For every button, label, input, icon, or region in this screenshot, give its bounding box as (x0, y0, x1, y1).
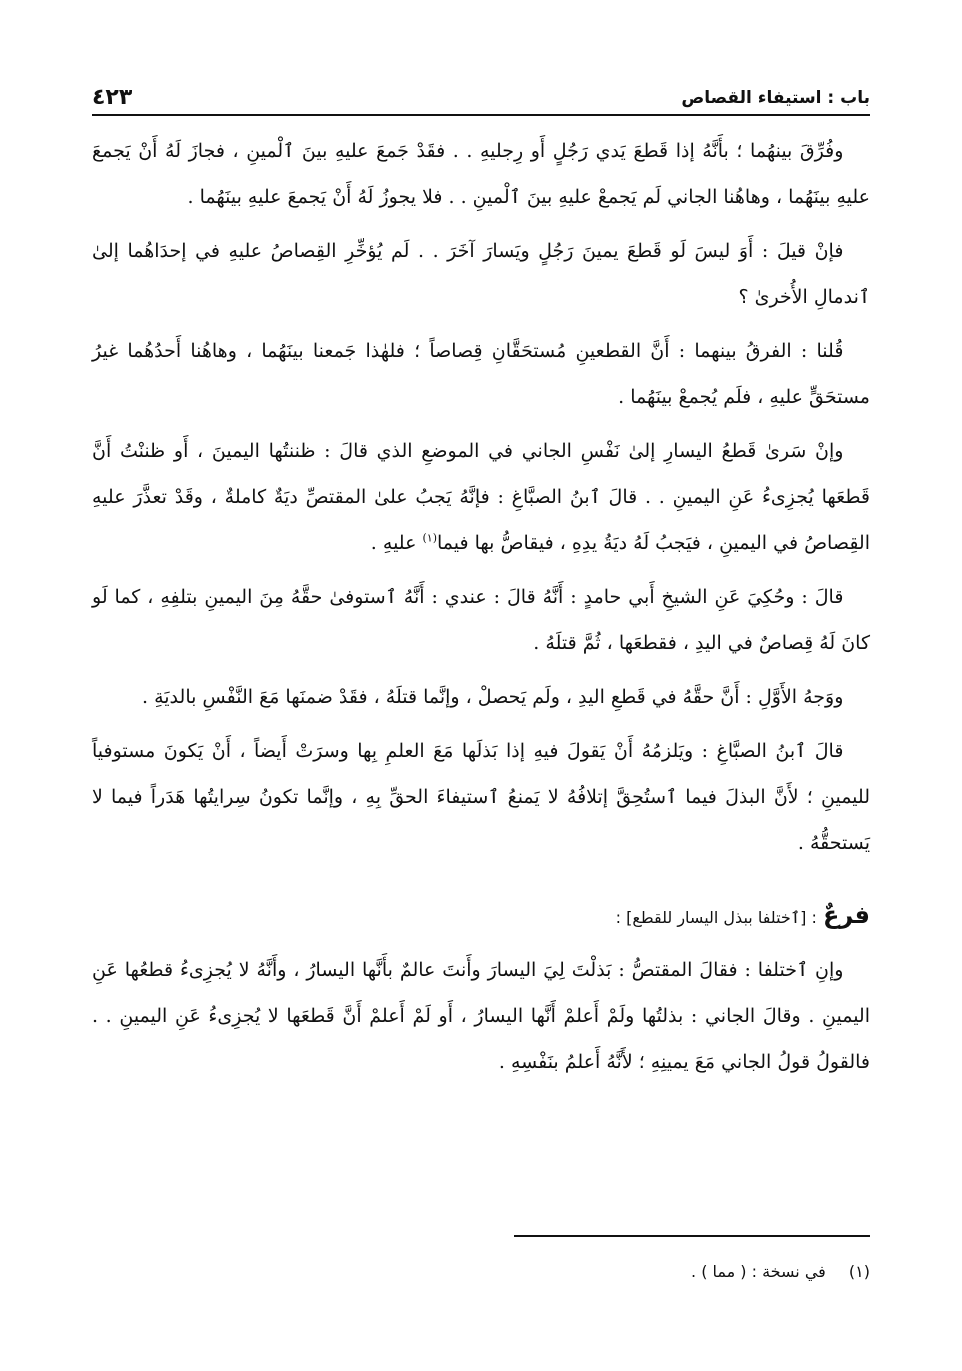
footnote-number: (١) (848, 1262, 870, 1281)
main-text (92, 128, 870, 1093)
footnote (691, 1262, 870, 1281)
paragraph-4 (92, 428, 870, 566)
paragraph-1: وفُرِّقَ بينهُما ؛ بأَنَّهُ إذا قَطعَ يَدي رَجُلٍ أَو رِجليهِ . . فقَدْ جَمعَ عليهِ بينَ ٱلْمينِ ، فجازَ لَهُ أَنْ يَجمعَ عليهِ بينَهُما ، وهاهُنا الجاني لَم يَجمعْ عليهِ بينَ ٱلْمينِ . . فلا يجوزُ لَهُ أَنْ يَجمعَ عليهِ بينَهُما . (92, 140, 870, 208)
page-header (92, 78, 870, 116)
branch-title: : [ٱختلفا ببذل اليسار للقطع] : (615, 908, 817, 927)
page-number: ٤٢٣ (92, 85, 133, 110)
chapter-title: باب : استيفاء القصاص (681, 88, 870, 108)
footnote-text: في نسخة : ( مما ) . (691, 1262, 826, 1281)
footnote-divider (514, 1235, 870, 1237)
paragraph-6: ووَجهُ الأَوَّلِ : أَنَّ حقَّهُ في قَطعِ اليدِ ، ولَم يَحصلْ ، وإنَّما قتلَهُ ، فقَدْ ضمنَها مَعَ النَّفْسِ بالديَةِ . (142, 686, 844, 708)
branch-paragraph: وإنِ ٱختلفا : فقالَ المقتصُّ : بَذلْتَ لِيَ اليسارَ وأَنتَ عالمٌ بأَنَّها اليسارُ ، وأَنَّهُ لا يُجزِىءُ قطعُها عَنِ اليمينِ . وقالَ الجاني : بذلتُها ولَمْ أَعلمْ أَنَّها اليسارُ ، أَو لَمْ أَعلمْ أَنَّ قَطعَها لا يُجزِىءُ عَنِ اليمينِ . . فالقولُ قولُ الجاني مَعَ يمينِهِ ؛ لأَنَّهُ أَعلمُ بنَفْسِهِ . (92, 959, 870, 1073)
paragraph-4-tail: عليهِ . (370, 532, 417, 554)
paragraph-2: فإنْ قيلَ : أَوَ ليسَ لَو قَطعَ يمينَ رَجُلٍ ويَسارَ آخَرَ . . لَم يُؤخِّرِ القِصاصُ عليهِ في إحدَاهُما إلىٰ ٱندمالِ الأُخرىٰ ؟ (92, 240, 870, 308)
branch-heading (92, 892, 870, 941)
paragraph-7: قالَ ٱبنُ الصبَّاغِ : ويَلزمُهُ أَنْ يَقولَ فيهِ إذا بَذلَها مَعَ العلمِ بِها وسرَتْ أَيضاً ، أَنْ يَكونَ مستوفياً لليمينِ ؛ لأَنَّ البذلَ فيما ٱستُحِقَّ إتلافُهُ لا يَمنعُ ٱستيفاءَ الحقِّ بِهِ ، وإنَّما تكونُ سِرايتُها هَدَراً فيما لا يَستحقُّهُ . (92, 740, 870, 854)
paragraph-4-text: وإنْ سَرىٰ قَطعُ اليسارِ إلىٰ نَفْسِ الجاني في الموضعِ الذي قالَ : ظننتُها اليمينَ ، أَو ظننْتُ أَنَّ قَطعَها يُجزِىءُ عَنِ اليمينِ . . قالَ ٱبنُ الصبَّاغِ : فإنَّهُ يَجبُ علىٰ المقتصِّ ديَةٌ كاملةٌ ، وقَدْ تعذَّرَ عليهِ القِصاصُ في اليمينِ ، فيَجبُ لَهُ ديَةُ يدِهِ ، فيقاصُّ بها فيما (92, 440, 870, 554)
branch-label: فرعٌ (822, 901, 870, 929)
paragraph-3: قُلنا : الفرقُ بينهما : أَنَّ القطعينِ مُستحَقَّانِ قِصاصاً ؛ فلهٰذا جَمعنا بينَهُما ، وهاهُنا أَحدُهُما غيرُ مستحَقٍّ عليهِ ، فلَم يُجمعْ بينَهُما . (92, 340, 870, 408)
footnote-reference[interactable]: (١) (422, 531, 437, 545)
paragraph-5: قالَ : وحُكِيَ عَنِ الشيخِ أَبي حامدٍ : أَنَّهُ قالَ : عندي : أَنَّهُ ٱستوفىٰ حقَّهُ مِنَ اليمينِ بتلفِهِ ، كما لَو كانَ لَهُ قِصاصٌ في اليدِ ، فقطعَها ، ثُمَّ قتلَهُ . (92, 586, 870, 654)
